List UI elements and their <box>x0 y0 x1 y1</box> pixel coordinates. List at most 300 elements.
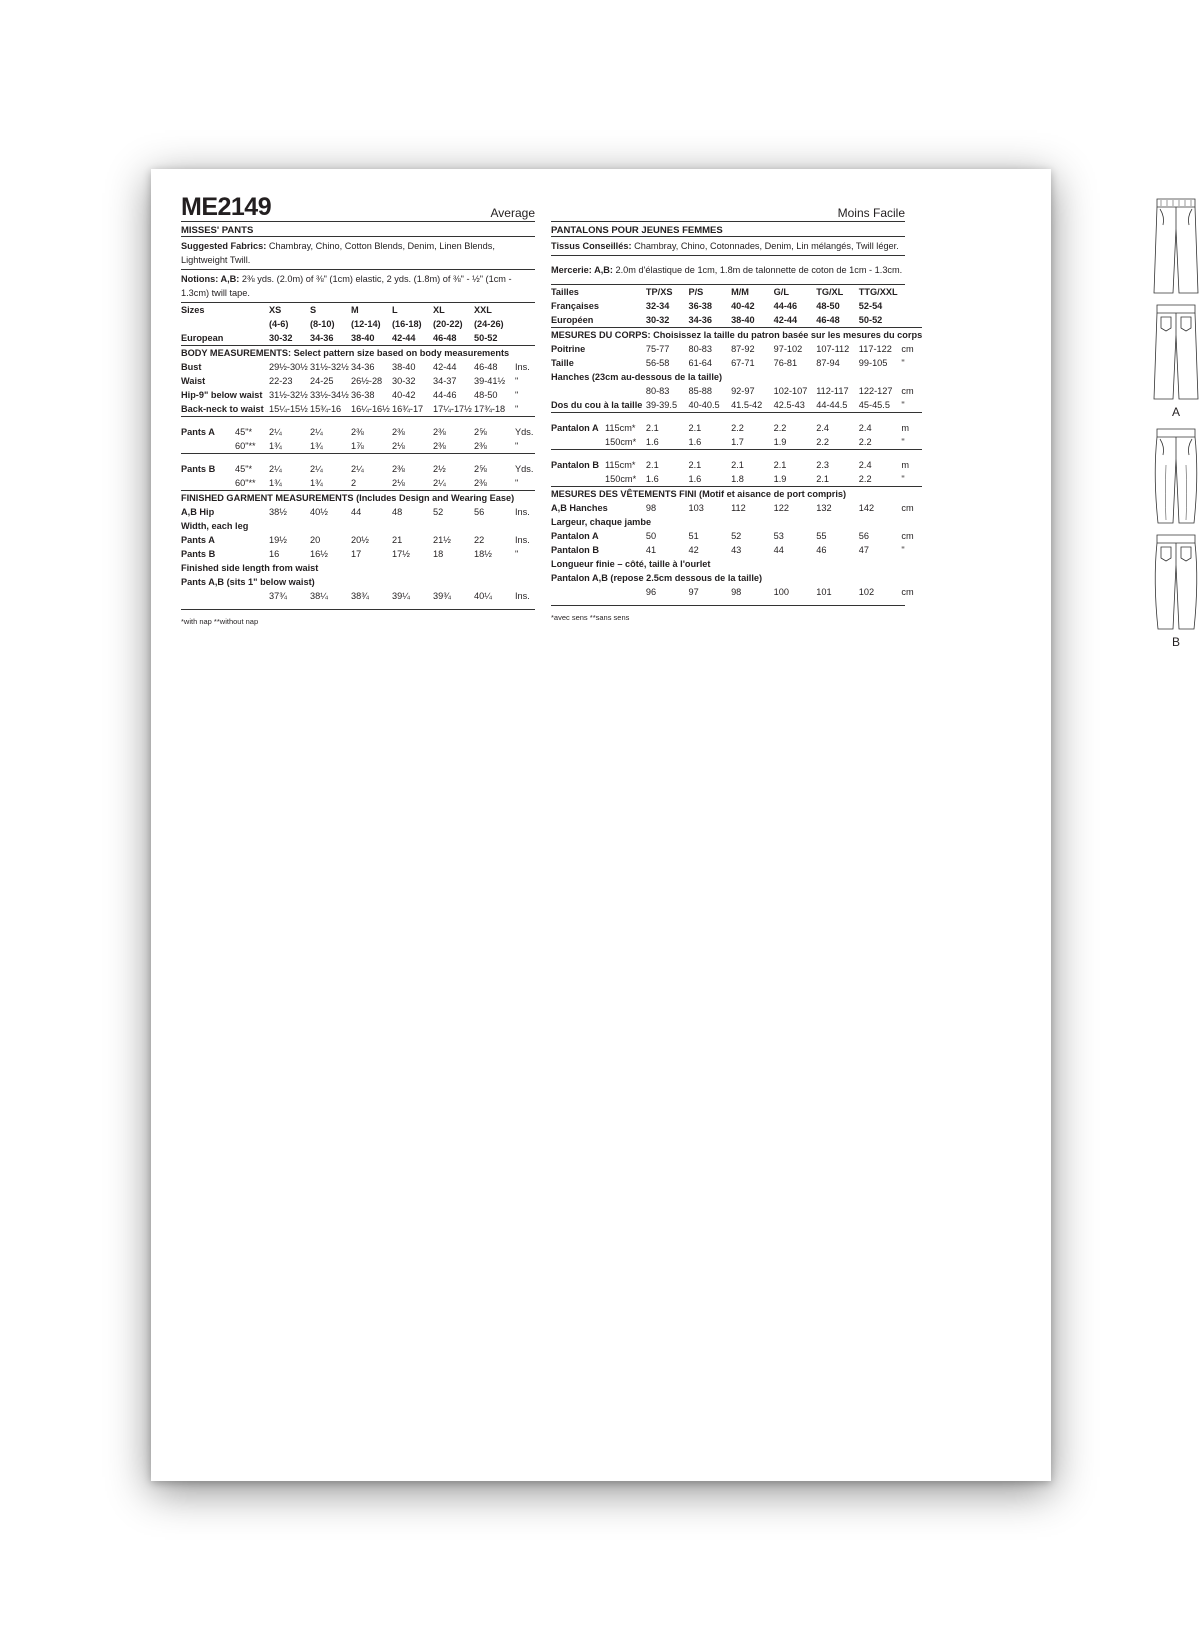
fr-finished-hip-row-value: 142 <box>858 503 875 513</box>
yardage-row <box>181 462 535 476</box>
fr-finished-hip-row-value: 132 <box>816 503 832 513</box>
body-row-value: 24-25 <box>310 376 334 386</box>
fr-europeen-row-unit <box>901 313 922 328</box>
fr-length-label-row <box>551 557 922 571</box>
fr-size-names-row-value: G/L <box>773 287 789 297</box>
fr-yardage-row-value: 2.4 <box>858 460 872 470</box>
notions: Notions: A,B: 2⅜ yds. (2.0m) of ⅜" (1cm) elastic, 2 yds. (1.8m) of ⅜" - ½" (1cm - 1.3cm) twill tape. <box>181 270 535 303</box>
yardage-row-value: 1¾ <box>269 439 310 454</box>
fr-width-label-row <box>551 515 922 529</box>
fr-yardage-row-value: 2.4 <box>816 423 829 433</box>
fr-finished-width-a-row-label: Pantalon A <box>551 531 599 541</box>
fr-francaises-row-label: Françaises <box>551 301 600 311</box>
size-ranges-row-value: (20-22) <box>433 319 463 329</box>
yardage-row-value: 2⅜ <box>433 439 474 454</box>
size-ranges-row-value: (8-10) <box>310 319 335 329</box>
body-row-value: 31½-32½ <box>269 390 308 400</box>
size-names-row-value: M <box>351 305 359 315</box>
fr-finished-hip-row-label: A,B Hanches <box>551 503 608 513</box>
fr-europeen-row-value: 38-40 <box>731 313 774 328</box>
nap-footnote-fr: *avec sens **sans sens <box>551 613 630 622</box>
spacer-row <box>551 413 922 422</box>
body-measurements-header <box>181 346 535 361</box>
fr-yardage-row-value: 1.9 <box>774 472 817 487</box>
french-header <box>551 195 905 222</box>
fr-body-row-value: 42.5-43 <box>774 398 817 413</box>
finished-width-a-row-value: 22 <box>474 535 485 545</box>
fr-finished-width-a-row-value: 52 <box>731 531 742 541</box>
body-row-value: 34-37 <box>433 376 457 386</box>
body-row-value: 26½-28 <box>351 376 383 386</box>
fr-hanches-label-row <box>551 370 922 384</box>
finished-hip-row-unit: Ins. <box>515 507 530 517</box>
fr-finished-length-row-value: 97 <box>688 587 699 597</box>
fr-finished-header <box>551 487 922 502</box>
fr-hanches-label-row-text: Hanches (23cm au-dessous de la taille) <box>551 372 723 382</box>
finished-length-row-value: 38¾ <box>351 591 369 601</box>
fr-europeen-row <box>551 313 922 328</box>
fr-finished-width-a-row-value: 56 <box>858 531 870 541</box>
european-sizes-row <box>181 331 535 346</box>
fr-yardage-row-label: 150cm* <box>551 472 646 487</box>
yardage-row-value: 1¾ <box>310 439 351 454</box>
fr-body-row-value: 75-77 <box>645 344 670 354</box>
size-names-row-value: S <box>310 305 317 315</box>
fr-yardage-row-value: 2.1 <box>816 472 859 487</box>
length-sub-label-row <box>181 575 535 589</box>
width-label-row <box>181 519 535 533</box>
yardage-row-value: 2⅛ <box>392 476 433 491</box>
finished-width-b-row-unit: " <box>515 549 519 559</box>
finished-width-b-row-value: 18 <box>433 549 444 559</box>
pants-b-back-drawing <box>1151 531 1200 633</box>
finished-hip-row-value: 44 <box>351 507 362 517</box>
size-names-row <box>181 303 535 317</box>
finished-length-row-value: 38¼ <box>310 591 328 601</box>
body-row-label: Waist <box>181 376 206 386</box>
yardage-row-value: 1¾ <box>310 476 351 491</box>
fr-finished-hip-row-value: 122 <box>773 503 789 513</box>
fr-yardage-row-value: 2.1 <box>688 460 702 470</box>
fr-finished-width-b-row <box>551 543 922 557</box>
fr-finished-width-a-row-value: 51 <box>688 531 699 541</box>
pants-a-front-drawing <box>1151 195 1200 297</box>
body-row-value: 33½-34½ <box>310 390 349 400</box>
finished-width-b-row-value: 17½ <box>392 549 410 559</box>
body-row-label: Hip-9" below waist <box>181 390 263 400</box>
size-names-row-label: Sizes <box>181 305 205 315</box>
body-row-value: 30-32 <box>392 376 416 386</box>
body-row-value: 31½-32½ <box>310 362 349 372</box>
yardage-row-label: Pants B 45"* <box>181 464 253 474</box>
pattern-code: ME2149 <box>181 193 272 221</box>
spacer <box>551 450 922 459</box>
tissus-conseilles: Tissus Conseillés: Chambray, Chino, Cotonnades, Denim, Lin mélangés, Twill léger. <box>551 237 905 256</box>
size-names-row-value: L <box>392 305 398 315</box>
yardage-row-label: 60"** <box>181 439 269 454</box>
body-row-value: 38-40 <box>392 362 416 372</box>
fr-yardage-row-label: 150cm* <box>551 435 646 450</box>
fr-finished-hip-row-unit: cm <box>901 503 914 513</box>
fr-yardage-row-value: 2.2 <box>731 423 744 433</box>
european-sizes-row-label: European <box>181 331 269 346</box>
body-row <box>181 374 535 388</box>
fr-body-row-value: 80-83 <box>645 386 670 396</box>
fr-yardage-row <box>551 435 922 450</box>
yardage-row-value: 2⅜ <box>392 427 405 437</box>
fr-finished-width-a-row-value: 53 <box>773 531 784 541</box>
yardage-row-value: 2¼ <box>269 427 282 437</box>
fr-size-names-row <box>551 285 922 299</box>
finished-header-text: FINISHED GARMENT MEASUREMENTS (Includes Design and Wearing Ease) <box>181 493 515 503</box>
fr-finished-length-row-value: 102 <box>858 587 875 597</box>
finished-width-b-row-value: 16 <box>269 549 280 559</box>
body-row-value: 40-42 <box>392 390 416 400</box>
fr-body-row-unit: cm <box>901 386 914 396</box>
yardage-row-label: Pants A 45"* <box>181 427 253 437</box>
fr-finished-width-b-row-value: 44 <box>773 545 784 555</box>
finished-width-b-row <box>181 547 535 561</box>
finished-header <box>181 491 535 506</box>
finished-width-b-row-value: 16½ <box>310 549 328 559</box>
fr-body-row-label: Taille <box>551 358 574 368</box>
finished-hip-row-value: 52 <box>433 507 444 517</box>
body-row-value: 17¾-18 <box>474 402 515 417</box>
body-row-value: 36-38 <box>351 390 375 400</box>
suggested-fabrics: Suggested Fabrics: Chambray, Chino, Cotton Blends, Denim, Linen Blends, Lightweight Twill. <box>181 237 535 270</box>
finished-width-a-row-value: 21 <box>392 535 403 545</box>
fr-yardage-row-value: 1.8 <box>731 472 774 487</box>
mercerie: Mercerie: A,B: 2.0m d'élastique de 1cm, 1.8m de talonnette de coton de 1cm - 1.3cm. <box>551 256 905 285</box>
size-names-row-value: XXL <box>474 305 492 315</box>
european-sizes-row-value: 30-32 <box>269 331 310 346</box>
yardage-row-unit: Yds. <box>515 464 534 474</box>
finished-length-row-label <box>181 589 269 603</box>
fr-yardage-row-value: 1.9 <box>774 435 817 450</box>
fr-body-row-value: 92-97 <box>731 386 755 396</box>
fr-body-row-value: 112-117 <box>816 386 849 396</box>
fr-body-row-value: 76-81 <box>773 358 798 368</box>
body-row-value: 46-48 <box>474 362 498 372</box>
fr-yardage-row-value: 2.2 <box>816 435 859 450</box>
spacer <box>551 413 922 422</box>
fr-body-row-value: 39-39.5 <box>646 398 689 413</box>
body-row-value: 17¼-17½ <box>433 402 474 417</box>
yardage-row-unit: " <box>515 476 535 491</box>
body-row-value: 16¼-16½ <box>351 402 392 417</box>
fr-body-row-value: 67-71 <box>731 358 755 368</box>
fr-body-row <box>551 384 922 398</box>
difficulty-label: Average <box>490 206 535 220</box>
spacer-row <box>551 450 922 459</box>
size-ranges-row-value: (12-14) <box>351 319 381 329</box>
yardage-row-value: 2¼ <box>351 464 364 474</box>
yardage-row-value: 2¼ <box>310 464 323 474</box>
body-row <box>181 360 535 374</box>
fr-size-names-row-value: TTG/XXL <box>858 287 898 297</box>
fr-finished-length-row-value: 98 <box>731 587 742 597</box>
fr-yardage-row-unit: m <box>901 423 910 433</box>
fr-yardage-row <box>551 458 922 472</box>
fr-finished-width-b-row-value: 41 <box>645 545 657 555</box>
pattern-envelope-back <box>151 169 1180 1481</box>
fr-body-row-value: 87-92 <box>731 344 755 354</box>
yardage-row-value: 2 <box>351 476 392 491</box>
fr-finished-width-b-row-value: 47 <box>858 545 870 555</box>
fr-finished-header-text: MESURES DES VÊTEMENTS FINI (Motif et aisance de port compris) <box>551 489 847 499</box>
fr-body-row-value: 45-45.5 <box>859 398 902 413</box>
pants-b-front-drawing <box>1151 425 1200 527</box>
body-row-value: 29½-30½ <box>269 362 308 372</box>
fr-finished-hip-row-value: 98 <box>645 503 657 513</box>
spacer <box>181 417 535 426</box>
yardage-row-value: 2¼ <box>433 476 474 491</box>
technical-drawings <box>1151 195 1200 655</box>
fr-europeen-row-value: 34-36 <box>688 313 731 328</box>
fr-francaises-row-value: 32-34 <box>645 301 670 311</box>
fr-yardage-row-value: 2.1 <box>773 460 787 470</box>
fr-size-names-row-value: M/M <box>731 287 749 297</box>
size-names-row-value: XL <box>433 305 445 315</box>
fr-body-row-value: 87-94 <box>816 358 840 368</box>
yardage-row-label: 60"** <box>181 476 269 491</box>
fr-francaises-row-value: 52-54 <box>858 301 883 311</box>
body-row-value: 44-46 <box>433 390 457 400</box>
yardage-row <box>181 425 535 439</box>
finished-width-a-row-value: 21½ <box>433 535 451 545</box>
fr-europeen-row-value: 50-52 <box>859 313 902 328</box>
pattern-title: MISSES' PANTS <box>181 222 535 237</box>
body-row-label: Bust <box>181 362 202 372</box>
fr-francaises-row-value: 44-46 <box>773 301 798 311</box>
fr-body-row-label: Poitrine <box>551 344 586 354</box>
fr-body-row-value: 56-58 <box>645 358 670 368</box>
fr-finished-length-row-value: 100 <box>773 587 789 597</box>
fr-body-row-value: 117-122 <box>858 344 892 354</box>
fr-body-header-text: MESURES DU CORPS: Choisissez la taille du patron basée sur les mesures du corps <box>551 330 923 340</box>
size-ranges-row-value: (24-26) <box>474 319 504 329</box>
fr-finished-width-b-row-label: Pantalon B <box>551 545 599 555</box>
fr-europeen-row-value: 30-32 <box>646 313 689 328</box>
fr-size-names-row-value: TP/XS <box>645 287 673 297</box>
body-row-value: 15¾-16 <box>310 402 351 417</box>
spacer <box>181 454 535 463</box>
fr-finished-width-b-row-value: 42 <box>688 545 699 555</box>
size-names-row-unit <box>515 303 535 317</box>
fr-body-row-value: 85-88 <box>688 386 712 396</box>
french-column <box>551 195 923 625</box>
european-sizes-row-value: 42-44 <box>392 331 433 346</box>
fr-finished-length-row-unit: cm <box>901 587 914 597</box>
fr-yardage-row-value: 2.2 <box>859 435 902 450</box>
finished-length-row-value: 39¼ <box>392 591 410 601</box>
yardage-row-value: 2¼ <box>310 427 323 437</box>
finished-width-a-row-label: Pants A <box>181 535 215 545</box>
fr-finished-width-b-row-unit: " <box>901 545 905 555</box>
finished-length-row-value: 37¾ <box>269 591 287 601</box>
fr-yardage-row-label: Pantalon B 115cm* <box>551 460 636 470</box>
body-row-value: 42-44 <box>433 362 457 372</box>
finished-hip-row-value: 48 <box>392 507 403 517</box>
fr-yardage-row-unit: " <box>901 435 922 450</box>
european-sizes-row-unit <box>515 331 535 346</box>
length-sub-label-row-text: Pants A,B (sits 1" below waist) <box>181 577 315 587</box>
fr-length-sub-label-row <box>551 571 922 585</box>
spacer-row <box>181 454 535 463</box>
fr-finished-length-row-label <box>551 585 646 599</box>
length-label-row <box>181 561 535 575</box>
fr-body-row-label: Dos du cou à la taille <box>551 398 646 413</box>
yardage-row-unit: " <box>515 439 535 454</box>
fr-body-row-value: 97-102 <box>773 344 803 354</box>
view-b-label: B <box>1171 635 1180 649</box>
french-size-table <box>551 285 922 599</box>
pattern-title-fr: PANTALONS POUR JEUNES FEMMES <box>551 222 905 237</box>
size-ranges-row-unit <box>515 317 535 331</box>
size-names-row-value: XS <box>269 305 282 315</box>
fr-francaises-row <box>551 299 922 313</box>
body-row-label: Back-neck to waist <box>181 402 269 417</box>
finished-length-row-unit: Ins. <box>515 591 530 601</box>
body-row-value: 22-23 <box>269 376 293 386</box>
fr-body-row-value: 40-40.5 <box>688 398 731 413</box>
yardage-row-value: 2⅝ <box>474 427 487 437</box>
english-size-table <box>181 303 535 603</box>
fr-francaises-row-value: 48-50 <box>816 301 840 311</box>
fr-europeen-row-label: Européen <box>551 313 646 328</box>
pants-a-back-drawing <box>1151 301 1200 403</box>
fr-body-row-value: 44-44.5 <box>816 398 859 413</box>
fr-finished-hip-row <box>551 501 922 515</box>
fr-finished-width-a-row-value: 50 <box>645 531 657 541</box>
fr-finished-hip-row-value: 112 <box>731 503 746 513</box>
finished-length-row <box>181 589 535 603</box>
fr-yardage-row-value: 2.3 <box>816 460 829 470</box>
body-row <box>181 388 535 402</box>
fr-body-row-label <box>551 384 646 398</box>
english-header <box>181 195 535 222</box>
fr-yardage-row-value: 1.7 <box>731 435 774 450</box>
body-row <box>181 402 535 417</box>
fr-finished-length-row-value: 96 <box>645 587 657 597</box>
finished-width-a-row-value: 19½ <box>269 535 287 545</box>
finished-hip-row-value: 56 <box>474 507 485 517</box>
yardage-row-value: 2⅜ <box>351 427 364 437</box>
european-sizes-row-value: 46-48 <box>433 331 474 346</box>
spacer-row <box>181 417 535 426</box>
fr-yardage-row-unit: " <box>901 472 922 487</box>
body-row-value: 39-41½ <box>474 376 506 386</box>
yardage-row-value: 1⅞ <box>351 439 392 454</box>
fr-length-label-row-text: Longueur finie – côté, taille à l'ourlet <box>551 559 711 569</box>
fr-finished-width-b-row-value: 46 <box>816 545 827 555</box>
fr-body-row-unit: " <box>901 398 922 413</box>
fr-body-row-value: 102-107 <box>773 386 808 396</box>
finished-width-a-row-unit: Ins. <box>515 535 530 545</box>
fr-body-row-unit: " <box>901 358 905 368</box>
fr-yardage-row-value: 2.1 <box>731 460 744 470</box>
fr-finished-hip-row-value: 103 <box>688 503 704 513</box>
fr-yardage-row <box>551 421 922 435</box>
english-column <box>181 195 535 629</box>
yardage-row-value: 2¼ <box>269 464 282 474</box>
finished-length-row-value: 40¼ <box>474 591 492 601</box>
fr-length-sub-label-row-text: Pantalon A,B (repose 2.5cm dessous de la taille) <box>551 573 763 583</box>
fr-body-row <box>551 342 922 356</box>
fr-europeen-row-value: 42-44 <box>774 313 817 328</box>
yardage-row <box>181 476 535 491</box>
fr-body-row <box>551 356 922 370</box>
fr-yardage-row-value: 1.6 <box>688 472 731 487</box>
fr-finished-width-a-row-value: 55 <box>816 531 827 541</box>
fr-body-row-value: 99-105 <box>858 358 888 368</box>
fr-yardage-row-value: 2.1 <box>645 460 659 470</box>
fr-body-row <box>551 398 922 413</box>
size-ranges-row-label <box>181 317 269 331</box>
european-sizes-row-value: 38-40 <box>351 331 392 346</box>
finished-width-b-row-label: Pants B <box>181 549 216 559</box>
yardage-row-value: 2⅜ <box>474 476 515 491</box>
fr-europeen-row-value: 46-48 <box>816 313 859 328</box>
finished-width-b-row-value: 18½ <box>474 549 492 559</box>
yardage-row-value: 2⅜ <box>474 439 515 454</box>
fr-body-row-unit: cm <box>901 344 914 354</box>
fr-yardage-row-value: 1.6 <box>646 435 689 450</box>
finished-width-a-row-value: 20½ <box>351 535 369 545</box>
body-row-value: 16¾-17 <box>392 402 433 417</box>
yardage-row-value: 2⅜ <box>392 464 405 474</box>
body-row-value: 48-50 <box>474 390 498 400</box>
body-row-unit: " <box>515 402 535 417</box>
fr-size-names-row-unit <box>901 285 922 299</box>
fr-width-label-row-text: Largeur, chaque jambe <box>551 517 652 527</box>
finished-width-a-row <box>181 533 535 547</box>
fr-yardage-row-value: 2.2 <box>859 472 902 487</box>
finished-hip-row <box>181 505 535 519</box>
fr-size-names-row-value: P/S <box>688 287 704 297</box>
fr-finished-width-a-row <box>551 529 922 543</box>
finished-hip-row-value: 40½ <box>310 507 328 517</box>
body-row-value: 15¼-15½ <box>269 402 310 417</box>
yardage-row-value: 2½ <box>433 464 446 474</box>
fr-finished-length-row-value: 101 <box>816 587 832 597</box>
fr-yardage-row-unit: m <box>901 460 910 470</box>
fr-body-row-value: 122-127 <box>858 386 893 396</box>
finished-width-b-row-value: 17 <box>351 549 362 559</box>
yardage-row-value: 1¾ <box>269 476 310 491</box>
fr-yardage-row-value: 2.4 <box>858 423 872 433</box>
finished-hip-row-label: A,B Hip <box>181 507 215 517</box>
size-ranges-row-value: (16-18) <box>392 319 422 329</box>
fr-yardage-row-value: 2.1 <box>645 423 659 433</box>
fr-size-names-row-value: TG/XL <box>816 287 844 297</box>
body-row-value: 34-36 <box>351 362 375 372</box>
body-row-unit: Ins. <box>515 362 530 372</box>
fr-body-row-value: 80-83 <box>688 344 712 354</box>
fr-yardage-row <box>551 472 922 487</box>
yardage-row-unit: Yds. <box>515 427 534 437</box>
fr-francaises-row-value: 36-38 <box>688 301 712 311</box>
nap-footnote: *with nap **without nap <box>181 617 259 626</box>
width-label-row-text: Width, each leg <box>181 521 249 531</box>
body-row-unit: " <box>515 376 519 386</box>
fr-finished-width-b-row-value: 43 <box>731 545 742 555</box>
body-measurements-header-text: BODY MEASUREMENTS: Select pattern size based on body measurements <box>181 348 510 358</box>
fr-body-row-value: 41.5-42 <box>731 398 774 413</box>
finished-width-a-row-value: 20 <box>310 535 321 545</box>
european-sizes-row-value: 34-36 <box>310 331 351 346</box>
yardage-row-value: 2⅛ <box>392 439 433 454</box>
